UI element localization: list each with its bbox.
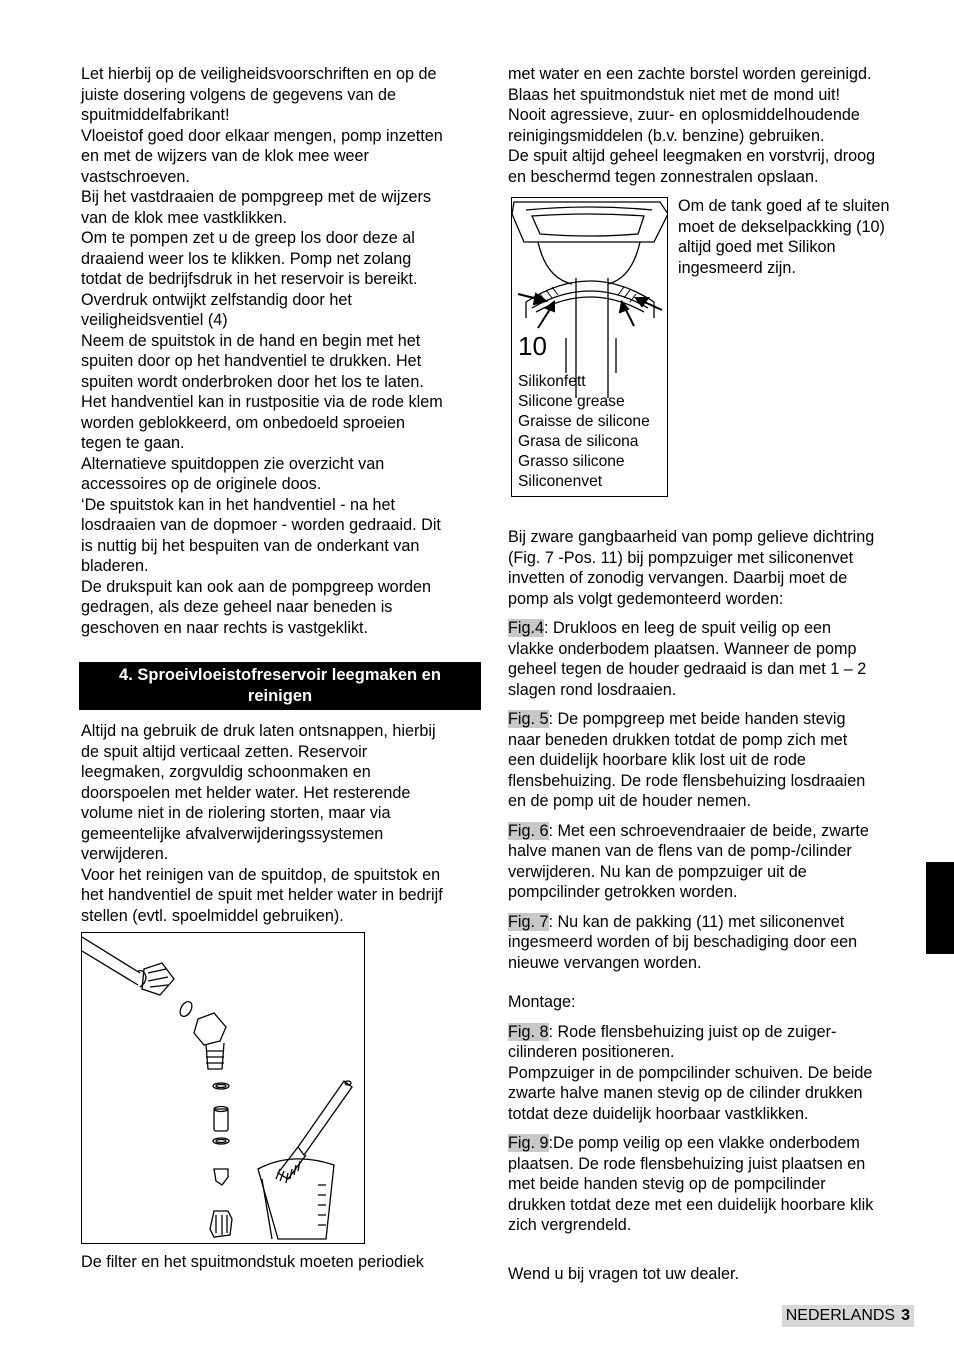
- footer-language: NEDERLANDS: [785, 1307, 896, 1324]
- fig8-label: Fig. 8: [508, 1022, 549, 1041]
- section-body: [81, 721, 481, 926]
- montage-heading: Montage:: [508, 993, 576, 1011]
- grease-label: Grasso silicone: [518, 453, 625, 470]
- paragraph: Vloeistof goed door elkaar mengen, pomp inzetten en met de wijzers van de klok mee weer vastschroeven.: [81, 126, 443, 186]
- left-column: [81, 64, 481, 638]
- dealer-note: [508, 1264, 910, 1285]
- paragraph: ‘De spuitstok kan in het handventiel - na het losdraaien van de dopmoer - worden gedraaid. Dit is nuttig bij het bespuiten van de onderkant van bladeren.: [81, 495, 441, 575]
- paragraph: Bij het vastdraaien de pompgreep met de wijzers van de klok mee vastklikken.: [81, 188, 432, 227]
- fig6-label: Fig. 6: [508, 821, 549, 840]
- fig5-label: Fig. 5: [508, 710, 549, 728]
- paragraph: Om te pompen zet u de greep los door deze al draaiend weer los te klikken. Pomp net zolang totdat de bedrijfsdruk in het reservoir is bereikt. Overdruk ontwijkt zelfstandig door het veiligheidsventiel (4): [81, 229, 418, 329]
- section-heading: [79, 662, 481, 710]
- paragraph: Neem de spuitstok in de hand en begin met het spuiten door op het handventiel te drukken. Het spuiten wordt onderbroken door het los te laten.: [81, 331, 424, 391]
- grease-label: Graisse de silicone: [518, 413, 650, 430]
- grease-label: Grasa de silicona: [518, 433, 639, 450]
- cleaning-parts-illustration: [82, 933, 364, 1243]
- fig4-step: [508, 618, 910, 700]
- fig9-step: [508, 1133, 910, 1236]
- paragraph: Altijd na gebruik de druk laten ontsnappen, hierbij de spuit altijd verticaal zetten. Reservoir leegmaken, zorgvuldig schoonmaken en doorspoelen met helder water. Het resterende volume niet in de riolering storten, maar via gemeentelijke afvalverwijderingssystemen verwijderen.: [81, 722, 436, 863]
- bottom-line: [81, 1252, 481, 1273]
- fig4-text: : Drukloos en leeg de spuit veilig op een vlakke onderbodem plaatsen. Wanneer de pomp geheel tegen de houder gedraaid is dan met 1 – 2 slagen rond losdraaien.: [508, 619, 867, 699]
- fig7-step: [508, 912, 910, 974]
- fig8-step: [508, 1022, 910, 1125]
- grease-labels: [518, 372, 650, 492]
- paragraph: Om de tank goed af te sluiten moet de dekselpackking (10) altijd goed met Silikon ingesmeerd zijn.: [678, 197, 890, 277]
- page-number: 3: [901, 1307, 910, 1324]
- paragraph: Bij zware gangbaarheid van pomp gelieve dichtring (Fig. 7 -Pos. 11) bij pompzuiger met siliconenvet invetten of zonodig vervangen. Daarbij moet de pomp als volgt gedemonteerd worden:: [508, 528, 875, 608]
- grease-label: Siliconenvet: [518, 473, 603, 490]
- fig7-text: : Nu kan de pakking (11) met siliconenvet ingesmeerd worden of bij beschadiging door een nieuwe vervangen worden.: [508, 912, 858, 972]
- fig9-text: :De pomp veilig op een vlakke onderbodem plaatsen. De rode flensbehuizing juist plaatsen en met beide handen stevig op de pompcilinder drukken totdat deze met een duidelijk hoorbare klik zich vergrendeld.: [508, 1134, 874, 1234]
- fig7-label: Fig. 7: [508, 912, 549, 931]
- fig5-text: : De pompgreep met beide handen stevig naar beneden drukken totdat de pomp zich met een duidelijk hoorbare klik lost uit de rode flensbehuizing. De rode flensbehuizing losdraaien en de pomp uit de houder nemen.: [508, 710, 866, 810]
- fig9-label: Fig. 9: [508, 1134, 549, 1152]
- language-tab-marker: [926, 862, 954, 954]
- part-number: 10: [518, 331, 547, 361]
- paragraph: Let hierbij op de veiligheidsvoorschriften en op de juiste dosering volgens de gegevens van de spuitmiddelfabrikant!: [81, 65, 437, 124]
- cleaning-parts-figure: [81, 932, 365, 1244]
- fig6-step: [508, 821, 910, 903]
- paragraph: Wend u bij vragen tot uw dealer.: [508, 1265, 739, 1283]
- grease-label: Silicone grease: [518, 393, 625, 410]
- grease-figure: [511, 197, 668, 497]
- seal-note: [678, 196, 918, 278]
- paragraph: met water en een zachte borstel worden gereinigd. Blaas het spuitmondstuk niet met de mond uit! Nooit agressieve, zuur- en oplosmiddelhoudende reinigingsmiddelen (b.v. benzine) gebruiken. De spuit altijd geheel leegmaken en vorstvrij, droog en beschermd tegen zonnestralen opslaan.: [508, 65, 876, 186]
- section-heading-text: 4. Sproeivloeistofreservoir leegmaken en reinigen: [119, 666, 441, 705]
- fig6-text: : Met een schroevendraaier de beide, zwarte halve manen van de flens van de pomp-/cilinder verwijderen. Nu kan de pompzuiger uit de pompcilinder getrokken worden.: [508, 821, 869, 901]
- paragraph: De drukspuit kan ook aan de pompgreep worden gedragen, als deze geheel naar beneden is geschoven en naar rechts is vastgeklikt.: [81, 577, 432, 637]
- right-column-intro: [508, 64, 910, 187]
- pump-instructions: [508, 527, 910, 1236]
- paragraph: Voor het reinigen van de spuitdop, de spuitstok en het handventiel de spuit met helder water in bedrijf stellen (evtl. spoelmiddel gebruiken).: [81, 865, 443, 925]
- paragraph: Het handventiel kan in rustpositie via de rode klem worden geblokkeerd, om onbedoeld sproeien tegen te gaan.: [81, 393, 443, 452]
- page-footer: [782, 1305, 914, 1327]
- fig5-step: [508, 709, 910, 812]
- fig8-text: : Rode flensbehuizing juist op de zuiger- cilinderen positioneren. Pompzuiger in de pompcilinder schuiven. De beide zwarte halve manen stevig op de cilinder drukken totdat deze duidelijk hoorbaar vastklikken.: [508, 1022, 873, 1123]
- grease-label: Silikonfett: [518, 373, 586, 390]
- fig4-label: Fig.4: [508, 619, 544, 637]
- paragraph: De filter en het spuitmondstuk moeten periodiek: [81, 1253, 424, 1271]
- paragraph: Alternatieve spuitdoppen zie overzicht van accessoires op de originele doos.: [81, 454, 385, 493]
